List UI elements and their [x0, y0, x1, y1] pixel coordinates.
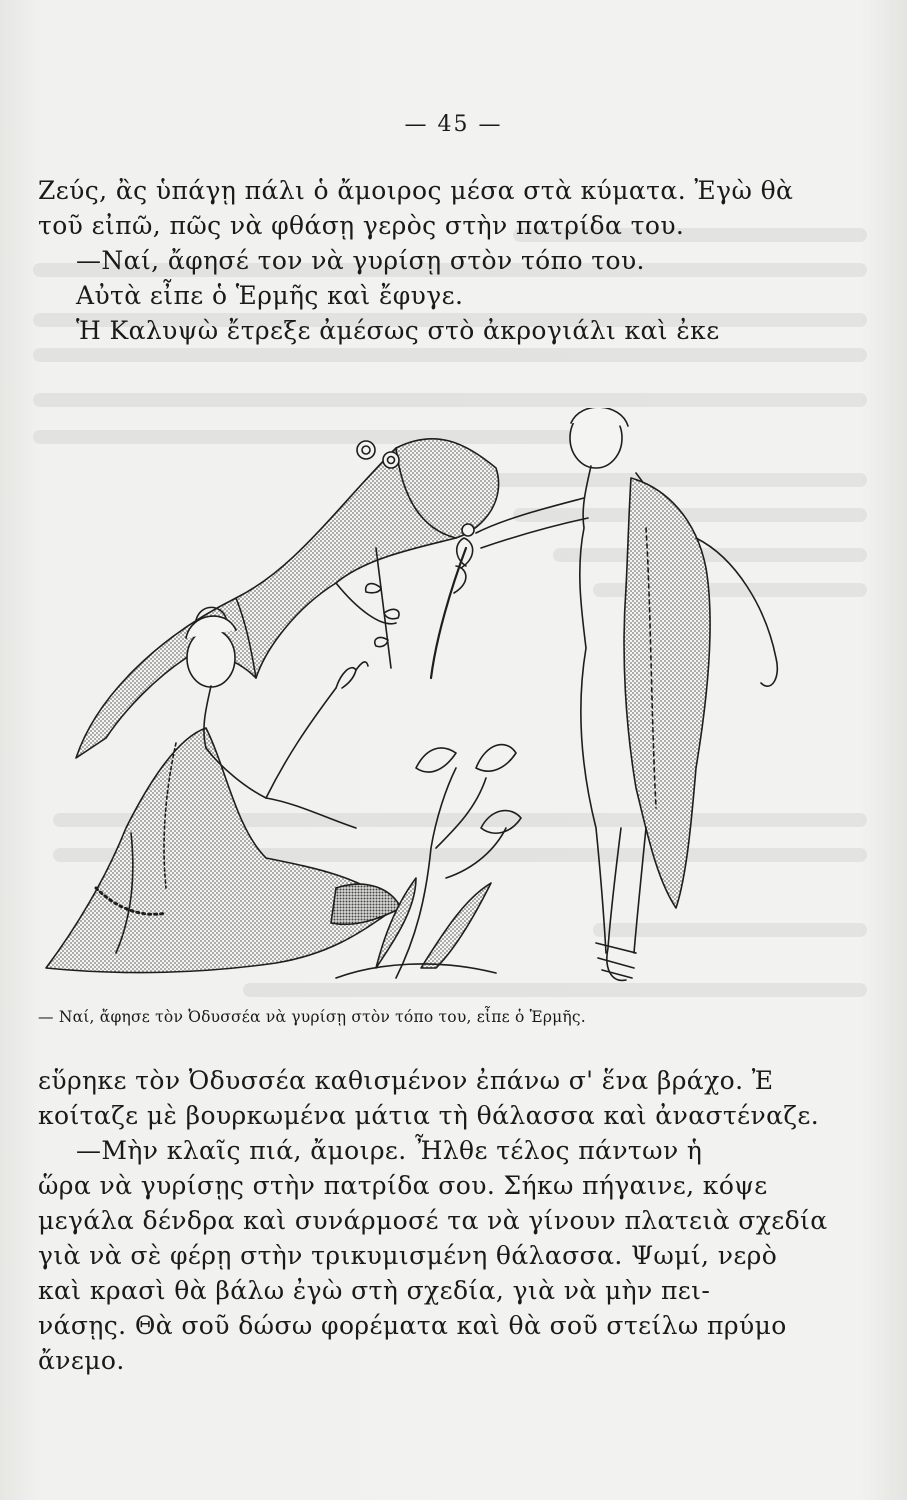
illustration-caption: — Ναί, ἄφησε τὸν Ὀδυσσέα νὰ γυρίσῃ στὸν τόπο του, εἶπε ὁ Ἑρμῆς. [38, 1008, 586, 1026]
text-line: —Ναί, ἄφησέ τον νὰ γυρίσῃ στὸν τόπο του. [76, 246, 645, 275]
text-line: μεγάλα δένδρα καὶ συνάρμοσέ τα νὰ γίνουν πλατειὰ σχεδία [38, 1206, 828, 1235]
dark-robe [331, 884, 401, 924]
text-line: —Μὴν κλαῖς πιά, ἄμοιρε. Ἦλθε τέλος πάντων ἡ [76, 1136, 703, 1165]
text-line: γιὰ νὰ σὲ φέρῃ στὴν τρικυμισμένη θάλασσα. Ψωμί, νερὸ [38, 1241, 778, 1270]
text-line: Ἡ Καλυψὼ ἔτρεξε ἀμέσως στὸ ἀκρογιάλι καὶ ἐκε [76, 316, 720, 345]
flower-stem [376, 548, 391, 668]
bottom-paragraph [38, 1063, 838, 1378]
calypso-head [187, 629, 235, 687]
text-line: τοῦ εἰπῶ, πῶς νὰ φθάσῃ γερὸς στὴν πατρίδα του. [38, 211, 685, 240]
text-line: ἄνεμο. [38, 1346, 125, 1375]
text-line: κοίταζε μὲ βουρκωμένα μάτια τὴ θάλασσα καὶ ἀναστέναζε. [38, 1101, 820, 1130]
text-line: εὕρηκε τὸν Ὀδυσσέα καθισμένον ἐπάνω σ' ἕνα βράχο. Ἐ [38, 1066, 774, 1095]
page-number: — 45 — [404, 112, 503, 137]
text-line: ὥρα νὰ γυρίσῃς στὴν πατρίδα σου. Σήκω πήγαινε, κόψε [38, 1171, 768, 1200]
hermes-calypso-illustration [36, 408, 796, 1003]
text-line: νάσῃς. Θὰ σοῦ δώσω φορέματα καὶ θὰ σοῦ στείλω πρύμο [38, 1311, 787, 1340]
top-paragraph [38, 173, 838, 348]
text-line: Ζεύς, ἂς ὑπάγῃ πάλι ὁ ἄμοιρος μέσα στὰ κύματα. Ἐγὼ θὰ [38, 176, 794, 205]
text-line: Αὐτὰ εἶπε ὁ Ἑρμῆς καὶ ἔφυγε. [76, 281, 464, 310]
drapery-banner [76, 439, 499, 758]
hermes-cloak [624, 478, 710, 908]
text-line: καὶ κρασὶ θὰ βάλω ἐγὼ στὴ σχεδία, γιὰ νὰ μὴν πει- [38, 1276, 711, 1305]
